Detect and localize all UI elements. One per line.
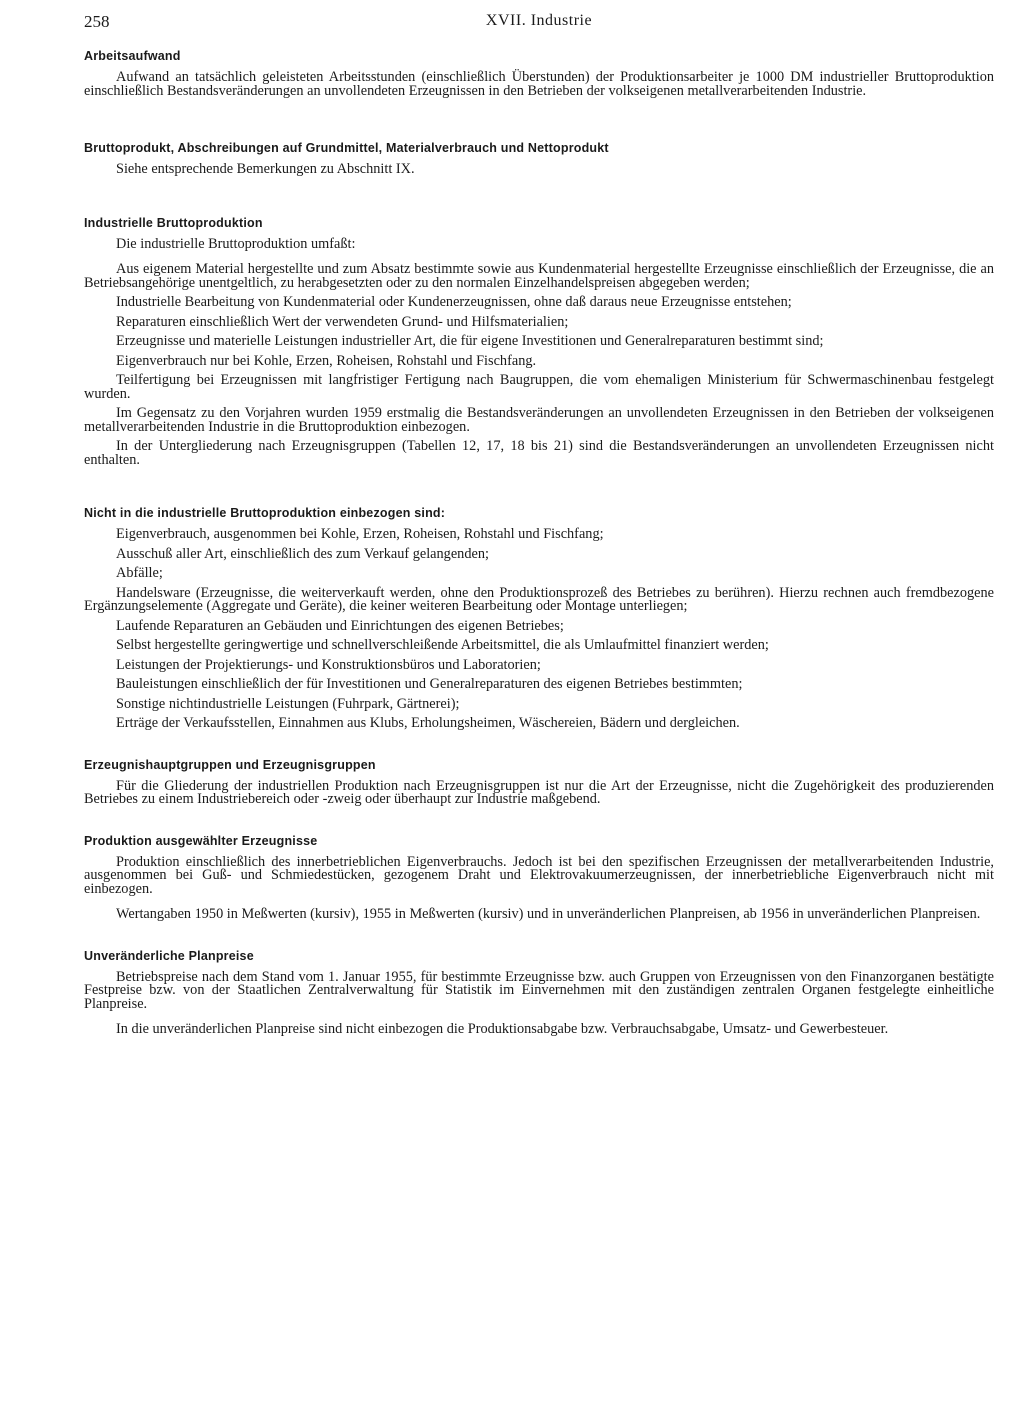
list-item: Eigenverbrauch nur bei Kohle, Erzen, Roheisen, Rohstahl und Fischfang.: [116, 352, 537, 369]
list-item: Teilfertigung bei Erzeugnissen mit langfristiger Fertigung nach Baugruppen, die vom ehemaligen Ministerium für Schwermaschinenbau festgelegt wurden.: [84, 372, 994, 402]
list-item: Laufende Reparaturen an Gebäuden und Einrichtungen des eigenen Betriebes;: [116, 617, 564, 634]
section-heading: Erzeugnishauptgruppen und Erzeugnisgruppen: [84, 757, 376, 772]
paragraph: Für die Gliederung der industriellen Produktion nach Erzeugnisgruppen ist nur die Art der Erzeugnisse, nicht die Zugehörigkeit des produzierenden Betriebes zu einem Industriebereich oder -zweig oder überhaupt zur Industrie maßgebend.: [84, 777, 994, 807]
list-item: Erzeugnisse und materielle Leistungen industrieller Art, die für eigene Investitionen und Generalreparaturen bestimmt sind;: [116, 333, 824, 349]
section-heading: Produktion ausgewählter Erzeugnisse: [84, 833, 318, 848]
section-nicht-einbezogen: [84, 505, 994, 731]
list-item: Sonstige nichtindustrielle Leistungen (Fuhrpark, Gärtnerei);: [116, 695, 460, 712]
list-item: Industrielle Bearbeitung von Kundenmaterial oder Kundenerzeugnissen, ohne daß daraus neue Erzeugnisse entstehen;: [116, 294, 792, 310]
section-planpreise: [84, 948, 994, 1037]
paragraph: Siehe entsprechende Bemerkungen zu Abschnitt IX.: [116, 161, 415, 177]
list-item: Eigenverbrauch, ausgenommen bei Kohle, Erzen, Roheisen, Rohstahl und Fischfang;: [116, 526, 604, 542]
paragraph: Betriebspreise nach dem Stand vom 1. Januar 1955, für bestimmte Erzeugnisse bzw. auch Gruppen von Erzeugnissen von den Finanzorganen bestätigte Festpreise bzw. von der Staatlichen Zentralverwaltung für Statistik im Einvernehmen mit den zuständigen zentralen Organen festgelegte einheitliche Planpreise.: [84, 968, 994, 1012]
section-arbeitsaufwand: [84, 48, 994, 98]
paragraph: Aufwand an tatsächlich geleisteten Arbeitsstunden (einschließlich Überstunden) der Produktionsarbeiter je 1000 DM industrieller Bruttoproduktion einschließlich Bestandsveränderungen an unvollendeten Erzeugnissen in den Betrieben der volkseigenen metallverarbeitenden Industrie.: [84, 69, 994, 99]
section-ausgewaehlte-erzeugnisse: [84, 833, 994, 922]
section-erzeugnisgruppen: [84, 757, 994, 807]
list-item: Ausschuß aller Art, einschließlich des zum Verkauf gelangenden;: [116, 545, 489, 562]
section-bruttoproduktion: [84, 215, 994, 468]
paragraph: Wertangaben 1950 in Meßwerten (kursiv), 1955 in Meßwerten (kursiv) und in unveränderlichen Planpreisen, ab 1956 in unveränderlichen Planpreisen.: [116, 906, 981, 922]
page-content: [84, 48, 994, 1042]
list-item: Im Gegensatz zu den Vorjahren wurden 1959 erstmalig die Bestandsveränderungen an unvollendeten Erzeugnissen in den Betrieben der volkseigenen metallverarbeitenden Industrie in die Bruttoproduktion einbezogen.: [84, 405, 994, 435]
list-item: Aus eigenem Material hergestellte und zum Absatz bestimmte sowie aus Kundenmaterial hergestellte Erzeugnisse einschließlich der Erzeugnisse, die an Betriebsangehörige unentgeltlich, zu herabgesetzten oder zu den normalen Einzelhandelspreisen abgegeben werden;: [84, 261, 994, 291]
list-item: Erträge der Verkaufsstellen, Einnahmen aus Klubs, Erholungsheimen, Wäschereien, Bädern und dergleichen.: [116, 715, 740, 731]
section-heading: Nicht in die industrielle Bruttoproduktion einbezogen sind:: [84, 506, 446, 520]
paragraph: In die unveränderlichen Planpreise sind nicht einbezogen die Produktionsabgabe bzw. Verbrauchsabgabe, Umsatz- und Gewerbesteuer.: [116, 1021, 889, 1037]
section-heading: Bruttoprodukt, Abschreibungen auf Grundmittel, Materialverbrauch und Nettoprodukt: [84, 141, 609, 155]
section-heading: Arbeitsaufwand: [84, 49, 181, 63]
section-heading: Unveränderliche Planpreise: [84, 948, 254, 963]
list-item: Abfälle;: [116, 565, 163, 581]
list-item: Reparaturen einschließlich Wert der verwendeten Grund- und Hilfsmaterialien;: [116, 313, 569, 330]
paragraph: Produktion einschließlich des innerbetrieblichen Eigenverbrauchs. Jedoch ist bei den spezifischen Erzeugnissen der metallverarbeitenden Industrie, ausgenommen bei Guß- und Schmiedestücken, gezogenem Draht und Elektrovakuumerzeugnissen, der innerbetriebliche Eigenverbrauch nicht mit einbezogen.: [84, 853, 994, 897]
section-heading: Industrielle Bruttoproduktion: [84, 215, 263, 230]
chapter-title: XVII. Industrie: [485, 12, 593, 29]
running-header: [84, 12, 994, 36]
section-bruttoprodukt: [84, 140, 994, 177]
list-item: In der Untergliederung nach Erzeugnisgruppen (Tabellen 12, 17, 18 bis 21) sind die Bestandsveränderungen an unvollendeten Erzeugnissen nicht enthalten.: [84, 438, 994, 468]
page-number: 258: [84, 12, 110, 31]
list-item: Leistungen der Projektierungs- und Konstruktionsbüros und Laboratorien;: [116, 656, 541, 673]
list-item: Bauleistungen einschließlich der für Investitionen und Generalreparaturen des eigenen Betriebes bestimmten;: [116, 676, 743, 692]
intro-text: Die industrielle Bruttoproduktion umfaßt:: [116, 235, 356, 252]
list-item: Handelsware (Erzeugnisse, die weiterverkauft werden, ohne den Produktionsprozeß des Betriebes zu berühren). Hierzu rechnen auch fremdbezogene Ergänzungselemente (Aggregate und Geräte), die keiner weiteren Bearbeitung oder Montage unterliegen;: [84, 584, 994, 614]
list-item: Selbst hergestellte geringwertige und schnellverschleißende Arbeitsmittel, die als Umlaufmittel finanziert werden;: [116, 637, 769, 653]
